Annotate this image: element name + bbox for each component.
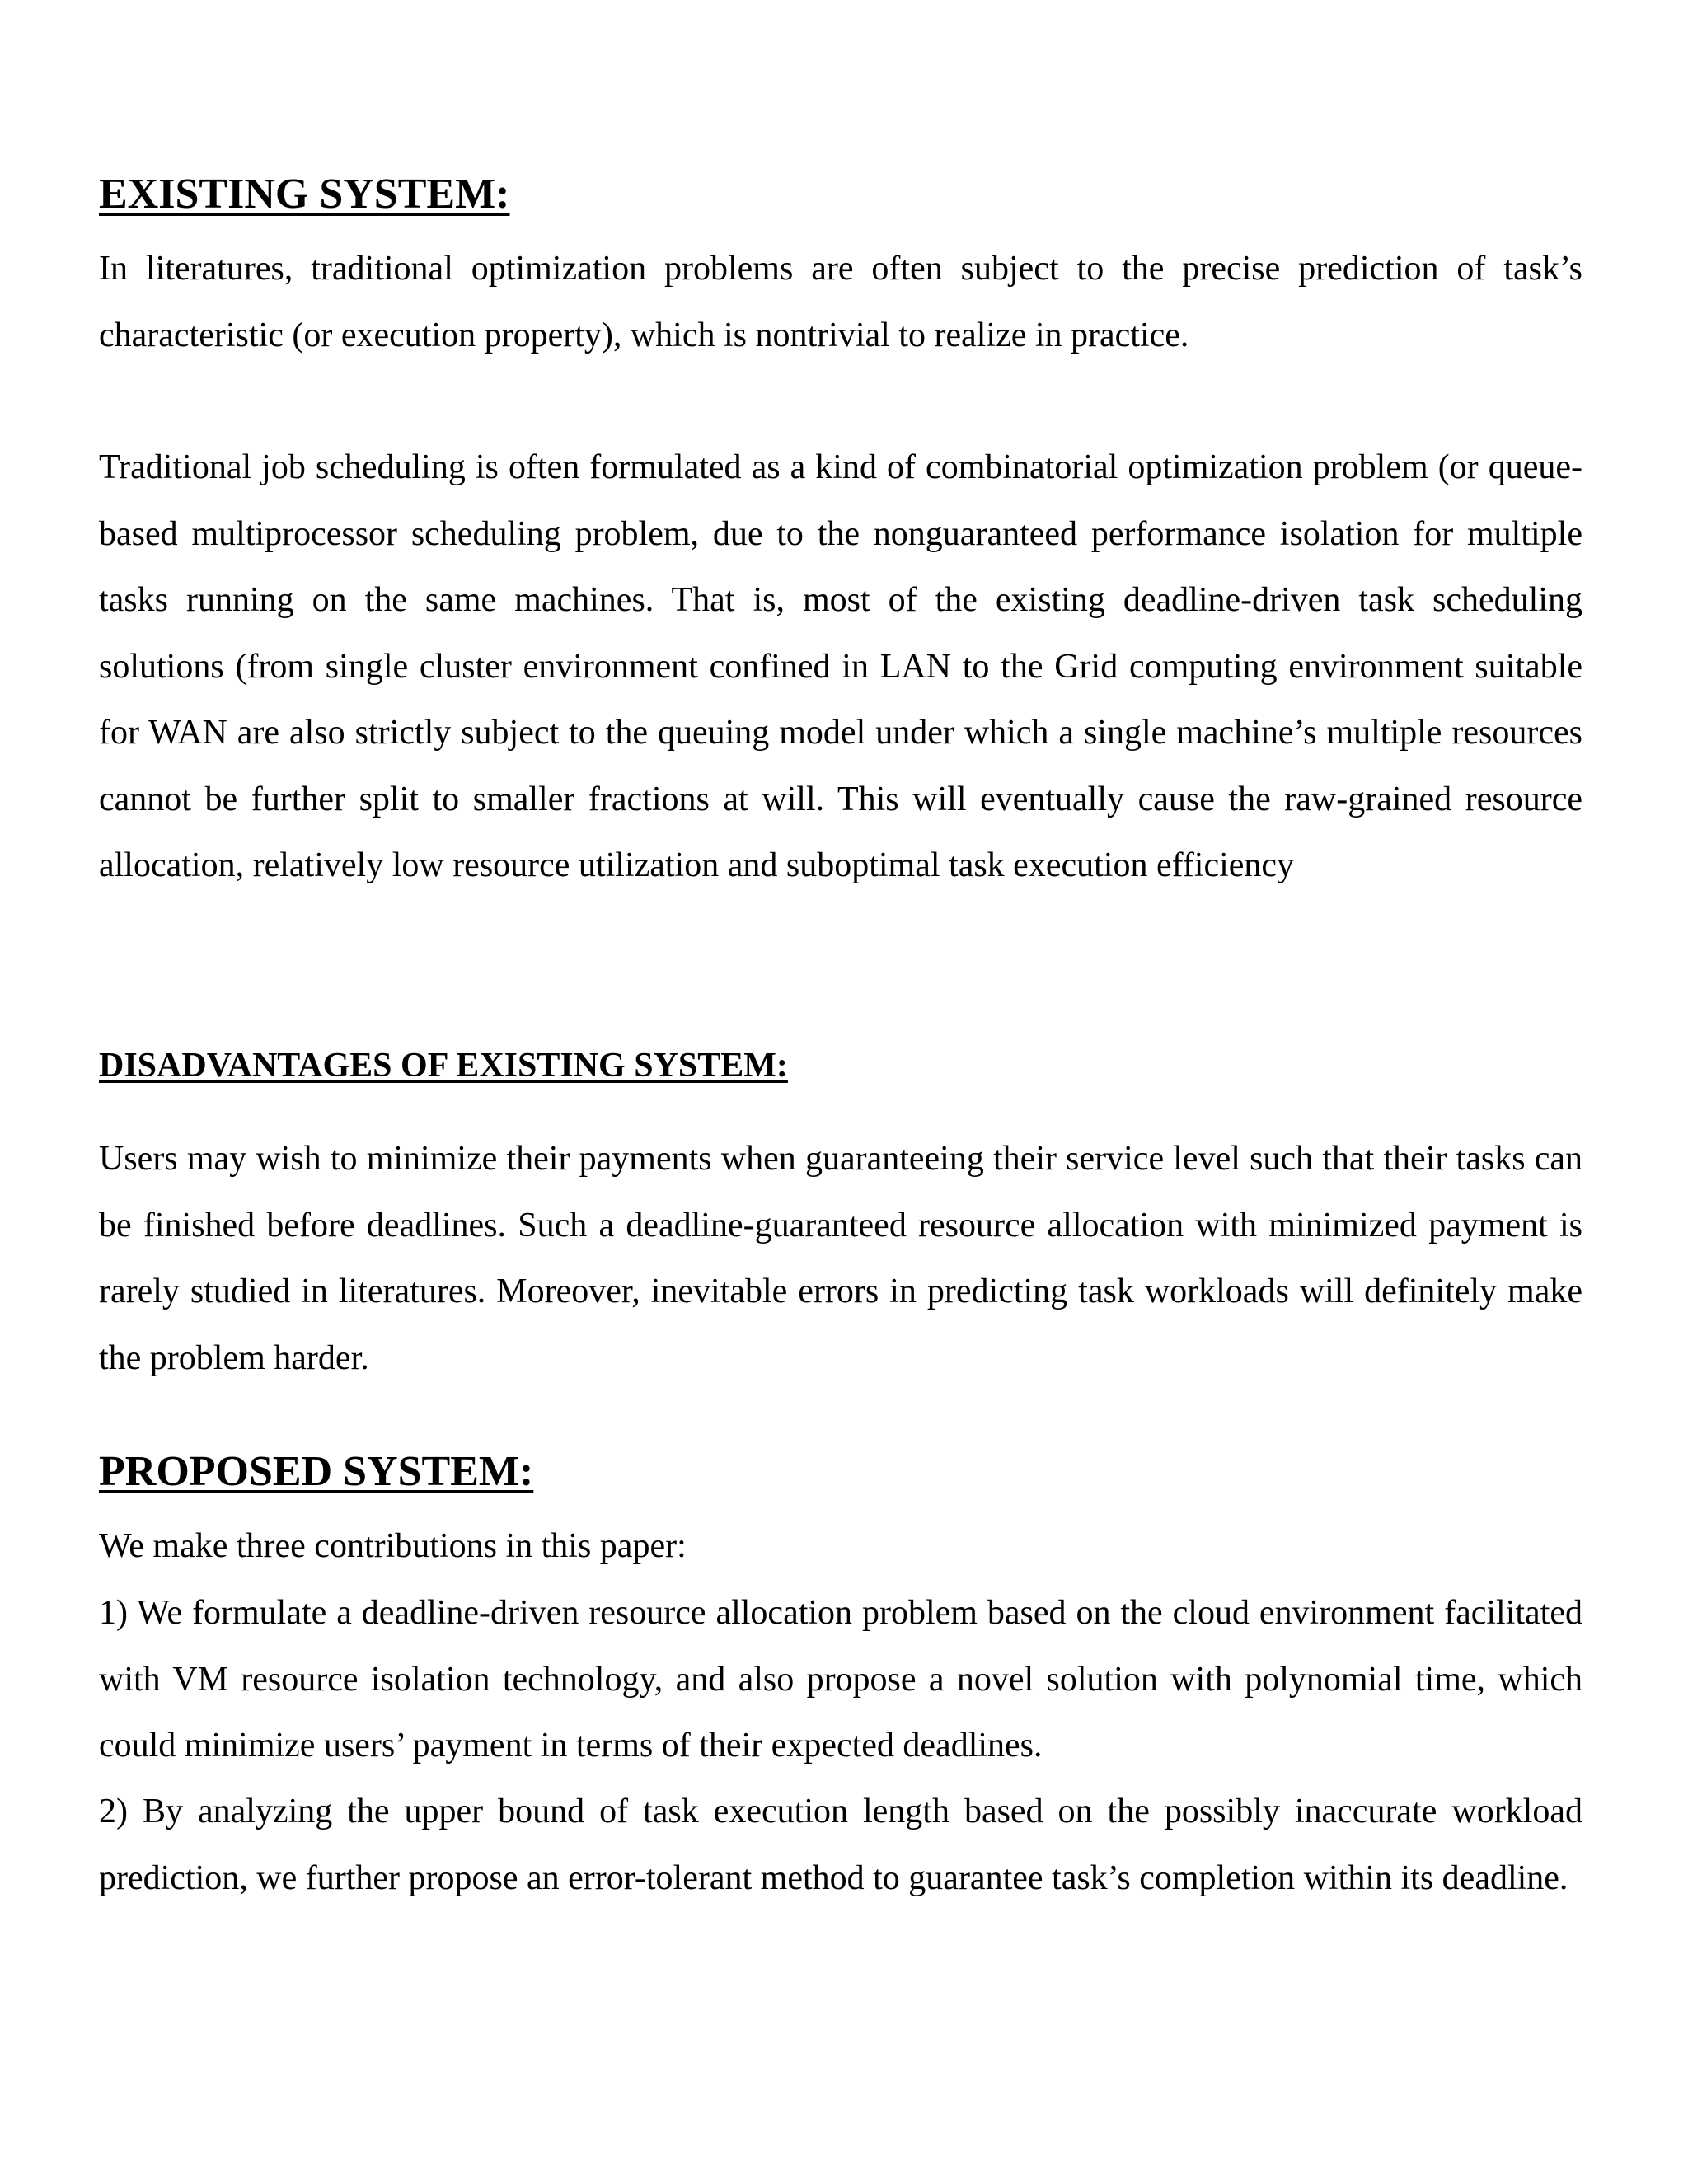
disadvantages-heading: DISADVANTAGES OF EXISTING SYSTEM: <box>99 1047 788 1085</box>
proposed-system-intro: We make three contributions in this paper: <box>99 1527 687 1565</box>
proposed-contribution-1: 1) We formulate a deadline-driven resource allocation problem based on the cloud environment facilitated with VM resource isolation technology, and also propose a novel solution with polynomial time, which could minimize users’ payment in terms of their expected deadlines. <box>99 1594 1582 1765</box>
existing-system-paragraph-2: Traditional job scheduling is often formulated as a kind of combinatorial optimization problem (or queue-based multiprocessor scheduling problem, due to the nonguaranteed performance isolation for multiple tasks running on the same machines. That is, most of the existing deadline-driven task scheduling solutions (from single cluster environment confined in LAN to the Grid computing environment suitable for WAN are also strictly subject to the queuing model under which a single machine’s multiple resources cannot be further split to smaller fractions at will. This will eventually cause the raw-grained resource allocation, relatively low resource utilization and suboptimal task execution efficiency <box>99 448 1582 884</box>
proposed-contribution-2: 2) By analyzing the upper bound of task execution length based on the possibly inaccurate workload prediction, we further propose an error-tolerant method to guarantee task’s completion within its deadline. <box>99 1793 1582 1897</box>
proposed-system-heading: PROPOSED SYSTEM: <box>99 1448 534 1495</box>
disadvantages-paragraph: Users may wish to minimize their payments when guaranteeing their service level such that their tasks can be finished before deadlines. Such a deadline-guaranteed resource allocation with minimized payment is rarely studied in literatures. Moreover, inevitable errors in predicting task workloads will definitely make the problem harder. <box>99 1140 1582 1377</box>
existing-system-paragraph-1: In literatures, traditional optimization problems are often subject to the precise prediction of task’s characteristic (or execution property), which is nontrivial to realize in practice. <box>99 250 1582 354</box>
existing-system-heading: EXISTING SYSTEM: <box>99 171 510 218</box>
